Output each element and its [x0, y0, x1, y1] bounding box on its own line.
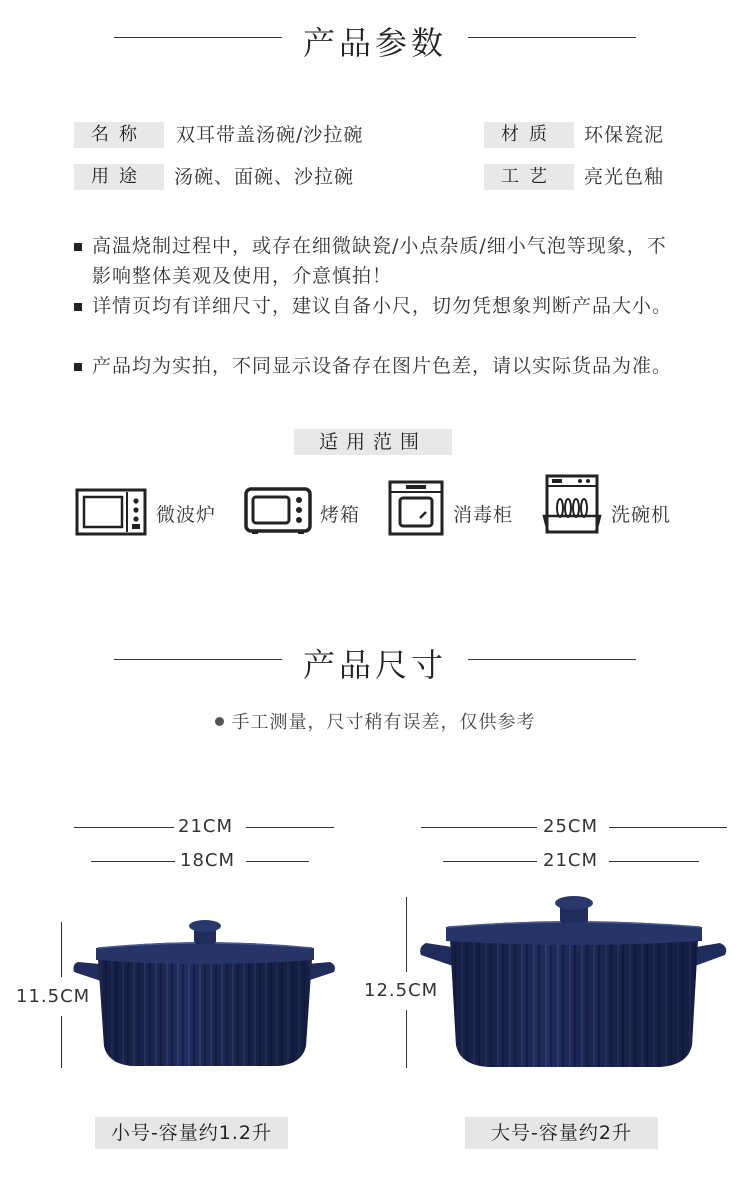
title-rule-right: [468, 659, 636, 660]
small-inner-width: 18CM: [180, 850, 236, 871]
spec-value-craft: 亮光色釉: [584, 166, 665, 188]
spec-label-material: 材质: [484, 122, 574, 148]
spec-label-craft: 工艺: [484, 164, 574, 190]
note-item: [74, 231, 684, 291]
bullet-icon: [74, 303, 82, 311]
spec-label-name: 名称: [74, 122, 164, 148]
large-outer-width: 25CM: [543, 816, 599, 837]
scope-label-sterilizer: 消毒柜: [453, 504, 514, 526]
spec-value-material: 环保瓷泥: [584, 124, 665, 146]
dim-vline: [61, 922, 62, 977]
note-text: 产品均为实拍，不同显示设备存在图片色差，请以实际货品为准。: [92, 355, 673, 377]
note-item: [74, 291, 684, 321]
scope-label-microwave: 微波炉: [156, 504, 217, 526]
size-title: 产品尺寸: [302, 646, 447, 684]
spec-value-usage: 汤碗、面碗、沙拉碗: [174, 166, 355, 188]
small-bowl-image: [72, 918, 338, 1072]
small-outer-width: 21CM: [178, 816, 234, 837]
large-caption: 大号-容量约2升: [465, 1117, 658, 1149]
large-height: 12.5CM: [364, 980, 439, 1001]
large-bowl-image: [418, 895, 730, 1072]
note-item: [74, 351, 684, 381]
note-text: 详情页均有详细尺寸，建议自备小尺，切勿凭想象判断产品大小。: [92, 295, 673, 317]
large-inner-width: 21CM: [543, 850, 599, 871]
small-caption: 小号-容量约1.2升: [95, 1117, 288, 1149]
dim-vline: [406, 1010, 407, 1068]
size-note: [0, 708, 750, 734]
dim-line: [246, 827, 334, 828]
dim-line: [74, 827, 174, 828]
bullet-icon: [74, 363, 82, 371]
dim-vline: [61, 1016, 62, 1068]
bullet-dot-icon: [215, 717, 224, 726]
note-text: 高温烧制过程中，或存在细微缺瓷/小点杂质/细小气泡等现象，不影响整体美观及使用，介意慎拍！: [92, 235, 667, 287]
dim-line: [609, 827, 727, 828]
spec-label-usage: 用途: [74, 164, 164, 190]
scope-label-oven: 烤箱: [320, 504, 361, 526]
dim-line: [609, 861, 699, 862]
dim-line: [246, 861, 309, 862]
microwave-icon: [75, 488, 147, 536]
dim-line: [443, 861, 537, 862]
spec-value-name: 双耳带盖汤碗/沙拉碗: [176, 124, 364, 146]
small-height: 11.5CM: [16, 986, 91, 1007]
scope-label-dishwasher: 洗碗机: [611, 504, 672, 526]
scope-title: 适用范围: [294, 429, 452, 455]
title-rule-right: [468, 37, 636, 38]
sterilizer-icon: [388, 480, 444, 536]
dim-vline: [406, 897, 407, 972]
bullet-icon: [74, 243, 82, 251]
oven-icon: [244, 487, 312, 535]
dishwasher-icon: [542, 474, 602, 536]
dim-line: [91, 861, 175, 862]
size-note-text: 手工测量，尺寸稍有误差，仅供参考: [231, 712, 536, 733]
params-title: 产品参数: [302, 24, 447, 62]
dim-line: [421, 827, 537, 828]
